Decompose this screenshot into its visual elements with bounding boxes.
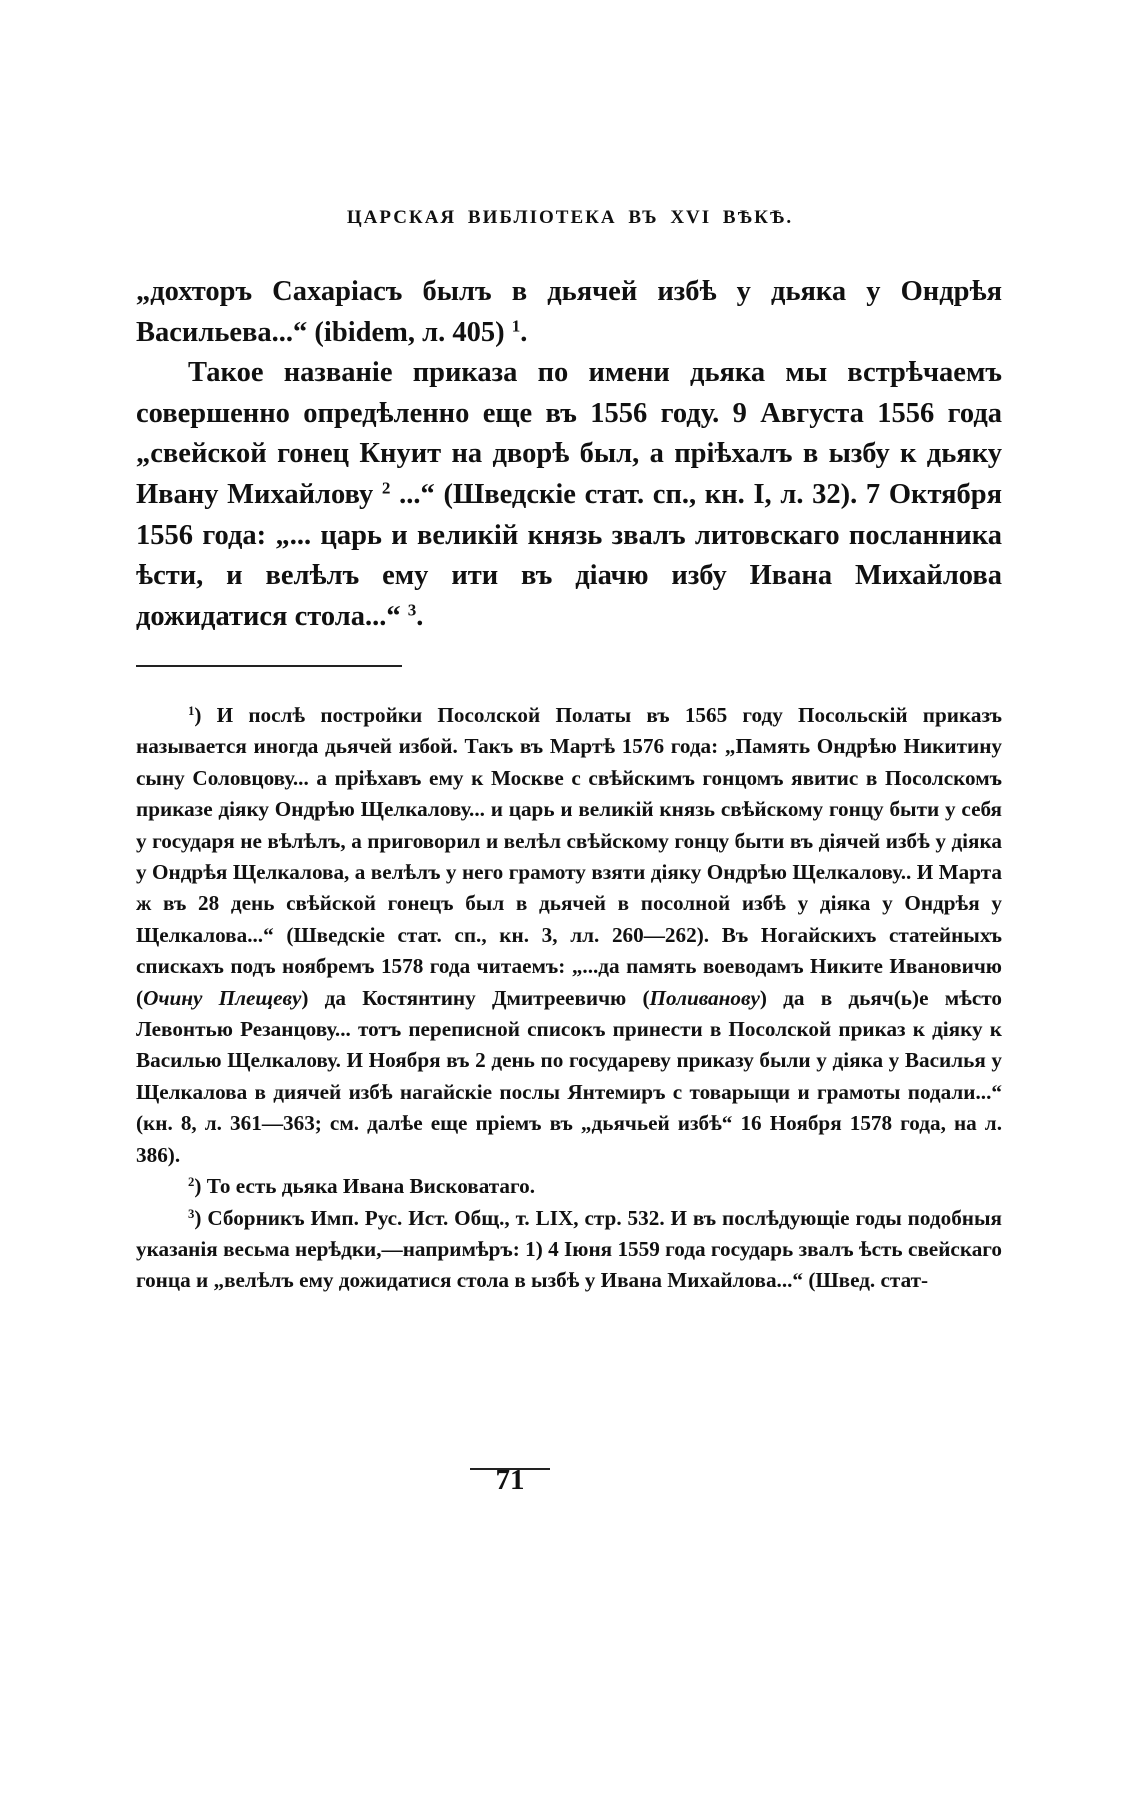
main-paragraph-1 — [136, 272, 1002, 353]
main-paragraph-2-text-a: Такое названіе приказа по имени дьяка мы встрѣчаемъ совершенно опредѣленно еще въ 1556 году. 9 Августа 1556 года „свейской гонец Кнуит на дворѣ был, а пріѣхалъ в ызбу к дьяку Ивану Михайлову — [136, 357, 1002, 510]
footnote-2-text: ) То есть дьяка Ивана Висковатаго. — [194, 1174, 536, 1199]
footnote-3 — [136, 1203, 1002, 1297]
footnote-1 — [136, 700, 1002, 1171]
footnotes — [136, 700, 1002, 1297]
footnote-1-text-a: ) И послѣ постройки Посолской Полаты въ 1565 году Посольскій приказъ называется иногда дьячей избой. Такъ въ Мартѣ 1576 года: „Память Ондрѣю Никитину сыну Соловцову... а пріѣхавъ ему к Москве с свѣйскимъ гонцомъ явитис в Посолскомъ приказе діяку Ондрѣю Щелкалову... и царь и великій князь свѣйскому гонцу быти у себя у государя не вѣлѣлъ, а приговорил и велѣл свѣйскому гонцу быти въ діячей избѣ у діяка у Ондрѣя Щелкалова, а велѣлъ у него грамоту взяти діяку Ондрѣю Щелкалову.. И Марта ж въ 28 день свѣйской гонецъ был в дьячей в посолной избѣ у діяка у Ондрѣя у Щелкалова...“ (Шведскіе стат. сп., кн. 3, лл. 260—262). Въ Ногайскихъ статейныхъ спискахъ подъ ноябремъ 1578 года читаемъ: „...да память воеводамъ Никите Ивановичю ( — [136, 703, 1002, 1010]
footnote-3-text: ) Сборникъ Имп. Рус. Ист. Общ., т. LIX, стр. 532. И въ послѣдующіе годы подобныя указанія весьма нерѣдки,—напримѣръ: 1) 4 Іюня 1559 года государь звалъ ѣсть свейскаго гонца и „велѣлъ ему дожидатися стола в ызбѣ у Ивана Михайлова...“ (Швед. стат- — [136, 1205, 1002, 1293]
footnote-2 — [136, 1171, 1002, 1202]
main-text — [136, 272, 1002, 637]
footnote-1-text-b: ) да Костянтину Дмитреевичю ( — [301, 985, 650, 1010]
main-paragraph-2 — [136, 353, 1002, 637]
main-paragraph-2-text-b: ...“ (Шведскіе стат. сп., кн. I, л. 32). 7 Октября 1556 года: „... царь и великій князь звалъ литовскаго посланника ѣсти, и велѣлъ ему ити въ діачю избу Ивана Михайлова дожидатися стола...“ — [136, 478, 1003, 632]
footnote-1-text-c: ) да в дьяч(ь)е мѣсто Левонтью Резанцову... тотъ переписной списокъ принести в Посолской приказ к діяку к Василью Щелкалову. И Ноября въ 2 день по государеву приказу были у діяка у Василья у Щелкалова в диячей избѣ нагайскіе послы Янтемиръ с товарыщи и грамоты подали...“ (кн. 8, л. 361—363; см. далѣе еще пріемъ въ „дьячьей избѣ“ 16 Ноября 1578 года, на л. 386). — [136, 985, 1002, 1167]
main-paragraph-1-text: „дохторъ Сахаріасъ былъ в дьячей избѣ у дьяка у Ондрѣя Васильева...“ (ibidem, л. 405) — [136, 276, 1002, 348]
running-head: ЦАРСКАЯ ВИБЛІОТЕКА ВЪ XVI ВѢКѢ. — [346, 207, 794, 228]
footnote-1-italic-2: Поливанову — [649, 985, 760, 1010]
footnote-3-mark: 3 — [188, 1206, 195, 1221]
main-paragraph-1-end: . — [520, 316, 528, 348]
footnote-ref-2: 2 — [381, 478, 391, 498]
footnote-separator — [136, 665, 402, 667]
footnote-ref-1: 1 — [511, 316, 521, 336]
page-number: 71 — [495, 1464, 525, 1496]
footnote-1-mark: 1 — [188, 704, 195, 719]
footnote-2-mark: 2 — [188, 1175, 195, 1190]
main-paragraph-2-end: . — [416, 600, 424, 632]
footnote-1-italic-1: Очину Плещеву — [143, 985, 302, 1010]
footnote-ref-3: 3 — [407, 600, 417, 620]
